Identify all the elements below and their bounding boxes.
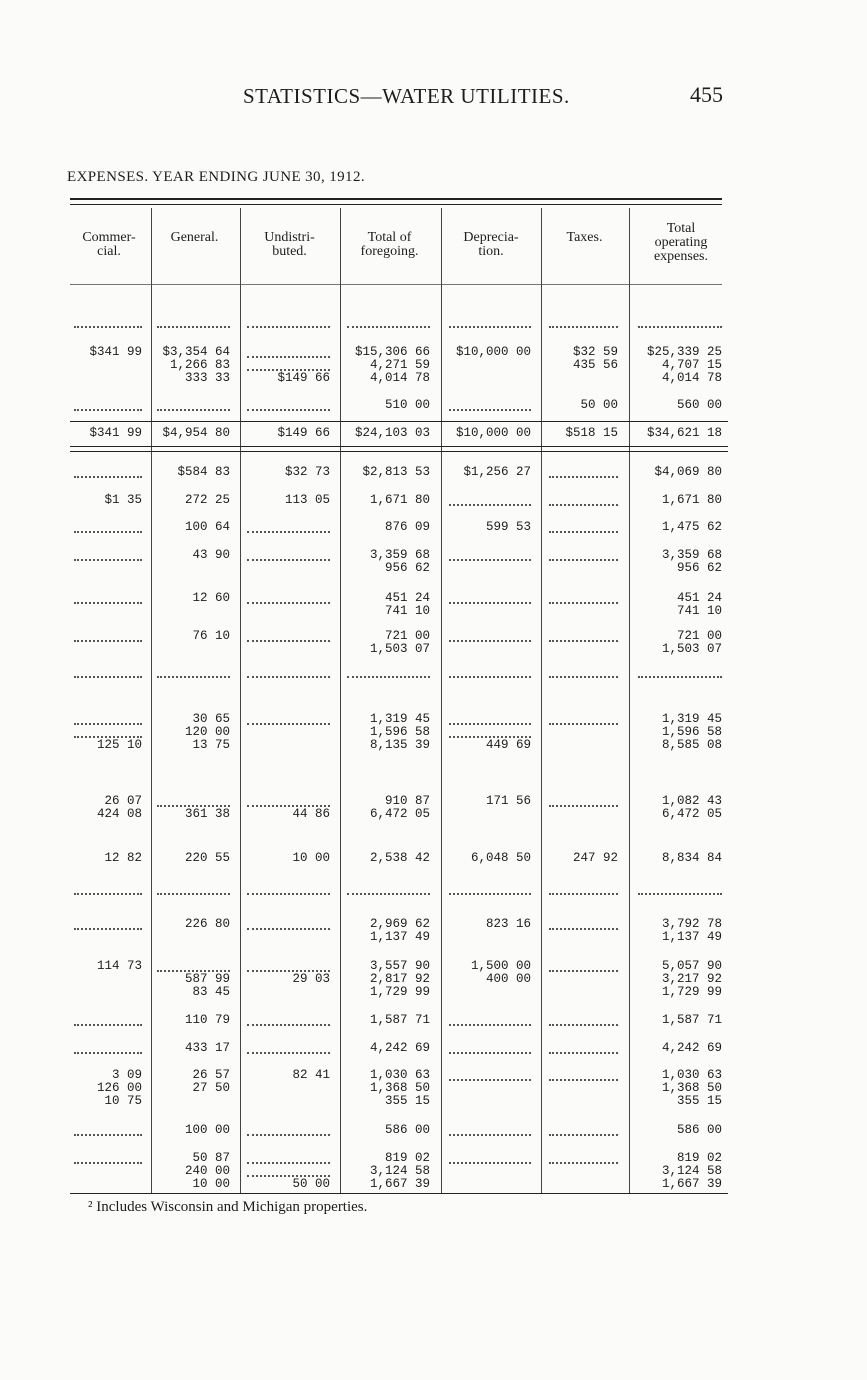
table-cell: $32 73 bbox=[284, 465, 330, 479]
dot-leader bbox=[449, 409, 531, 411]
dot-leader bbox=[638, 893, 722, 895]
dot-leader bbox=[74, 1162, 142, 1164]
table-cell: 171 56 bbox=[485, 794, 531, 808]
dot-leader bbox=[247, 559, 330, 561]
dot-leader bbox=[74, 676, 142, 678]
table-cell: 100 00 bbox=[184, 1123, 230, 1137]
dot-leader bbox=[157, 409, 230, 411]
dot-leader bbox=[449, 1079, 531, 1081]
dot-leader bbox=[549, 893, 618, 895]
column-divider bbox=[151, 208, 152, 1193]
dot-leader bbox=[549, 640, 618, 642]
column-header: Taxes. bbox=[566, 230, 603, 245]
table-cell: $25,339 25 4,707 15 4,014 78 bbox=[646, 345, 722, 385]
table-cell: 26 07 424 08 bbox=[96, 794, 142, 821]
table-cell: 451 24 741 10 bbox=[676, 591, 722, 618]
table-cell: 2,538 42 bbox=[369, 851, 430, 865]
dot-leader bbox=[157, 676, 230, 678]
column-header: Total operating expenses. bbox=[653, 221, 709, 264]
table-cell: 819 02 3,124 58 1,667 39 bbox=[369, 1151, 430, 1191]
dot-leader bbox=[74, 1052, 142, 1054]
column-header: Deprecia- tion. bbox=[463, 230, 519, 259]
column-header: Undistri- buted. bbox=[264, 230, 315, 259]
table-cell: 113 05 bbox=[284, 493, 330, 507]
table-cell: 1,587 71 bbox=[661, 1013, 722, 1027]
table-cell: 114 73 bbox=[96, 959, 142, 973]
dot-leader bbox=[449, 1052, 531, 1054]
table-cell: $4,069 80 bbox=[654, 465, 722, 479]
column-header: Total of foregoing. bbox=[360, 230, 419, 259]
table-cell: 910 87 6,472 05 bbox=[369, 794, 430, 821]
table-cell: 433 17 bbox=[184, 1041, 230, 1055]
table-cell: $32 59 435 56 bbox=[572, 345, 618, 372]
dot-leader bbox=[247, 676, 330, 678]
dot-leader bbox=[347, 326, 430, 328]
table-cell: 3,557 90 2,817 92 1,729 99 bbox=[369, 959, 430, 999]
dot-leader bbox=[638, 326, 722, 328]
dot-leader bbox=[157, 326, 230, 328]
dot-leader bbox=[247, 326, 330, 328]
table-cell: 110 79 bbox=[184, 1013, 230, 1027]
table-cell: 1,475 62 bbox=[661, 520, 722, 534]
table-cell: 1,671 80 bbox=[661, 493, 722, 507]
dot-leader bbox=[449, 1162, 531, 1164]
dot-leader bbox=[549, 805, 618, 807]
dot-leader bbox=[638, 676, 722, 678]
dot-leader bbox=[247, 723, 330, 725]
dot-leader bbox=[247, 602, 330, 604]
header-bottom-rule bbox=[70, 284, 722, 285]
dot-leader bbox=[247, 928, 330, 930]
table-cell: 876 09 bbox=[384, 520, 430, 534]
dot-leader bbox=[449, 559, 531, 561]
table-cell: $34,621 18 bbox=[646, 426, 722, 440]
dot-leader bbox=[74, 476, 142, 478]
dot-leader bbox=[449, 1024, 531, 1026]
totals-top-rule bbox=[70, 421, 728, 422]
dot-leader bbox=[549, 1134, 618, 1136]
dot-leader bbox=[449, 326, 531, 328]
dot-leader bbox=[347, 893, 430, 895]
table-cell: 1,671 80 bbox=[369, 493, 430, 507]
table-cell: $10,000 00 bbox=[455, 345, 531, 359]
dot-leader bbox=[549, 1162, 618, 1164]
table-cell: 100 64 bbox=[184, 520, 230, 534]
dot-leader bbox=[247, 531, 330, 533]
table-cell: $341 99 bbox=[89, 345, 142, 359]
dot-leader bbox=[549, 1024, 618, 1026]
table-cell: 560 00 bbox=[676, 398, 722, 412]
table-cell: 272 25 bbox=[184, 493, 230, 507]
table-cell: 823 16 bbox=[485, 917, 531, 931]
dot-leader bbox=[74, 1024, 142, 1026]
table-top-rule-thin bbox=[70, 204, 722, 205]
table-cell: $149 66 bbox=[277, 426, 330, 440]
dot-leader bbox=[549, 1052, 618, 1054]
dot-leader bbox=[247, 1052, 330, 1054]
totals-bottom-rule-2 bbox=[70, 451, 728, 452]
page-number: 455 bbox=[690, 82, 723, 107]
dot-leader bbox=[449, 1134, 531, 1136]
table-cell: 586 00 bbox=[676, 1123, 722, 1137]
column-divider bbox=[629, 208, 630, 1193]
dot-leader bbox=[74, 893, 142, 895]
table-cell: $1 35 bbox=[104, 493, 142, 507]
table-title: EXPENSES. YEAR ENDING JUNE 30, 1912. bbox=[67, 169, 366, 185]
dot-leader bbox=[157, 893, 230, 895]
column-divider bbox=[441, 208, 442, 1193]
dot-leader bbox=[549, 676, 618, 678]
footnote: ² Includes Wisconsin and Michigan properties. bbox=[88, 1199, 368, 1215]
table-cell: 721 00 1,503 07 bbox=[369, 629, 430, 656]
table-cell: 50 87 240 00 10 00 bbox=[184, 1151, 230, 1191]
table-cell: 12 82 bbox=[104, 851, 142, 865]
table-cell: 6,048 50 bbox=[470, 851, 531, 865]
dot-leader bbox=[74, 1134, 142, 1136]
table-cell: 50 00 bbox=[580, 398, 618, 412]
table-cell: $341 99 bbox=[89, 426, 142, 440]
table-cell: 26 57 27 50 bbox=[192, 1068, 230, 1095]
table-cell: 599 53 bbox=[485, 520, 531, 534]
table-cell: 510 00 bbox=[384, 398, 430, 412]
dot-leader bbox=[347, 676, 430, 678]
table-cell: $4,954 80 bbox=[162, 426, 230, 440]
column-header: General. bbox=[170, 230, 219, 245]
column-divider bbox=[541, 208, 542, 1193]
table-cell: $149 66 bbox=[277, 370, 330, 385]
dot-leader bbox=[74, 559, 142, 561]
table-cell: $2,813 53 bbox=[362, 465, 430, 479]
dot-leader bbox=[549, 326, 618, 328]
table-cell: 3,359 68 956 62 bbox=[661, 548, 722, 575]
dot-leader bbox=[247, 409, 330, 411]
table-cell: 29 03 bbox=[292, 971, 330, 986]
table-cell: 3,359 68 956 62 bbox=[369, 548, 430, 575]
table-cell: 3,792 78 1,137 49 bbox=[661, 917, 722, 944]
table-cell: 82 41 bbox=[292, 1068, 330, 1082]
table-cell: 43 90 bbox=[192, 548, 230, 562]
table-cell: 1,082 43 6,472 05 bbox=[661, 794, 722, 821]
table-cell: 3 09 126 00 10 75 bbox=[96, 1068, 142, 1108]
dot-leader bbox=[549, 531, 618, 533]
table-cell: 4,242 69 bbox=[369, 1041, 430, 1055]
table-cell: 12 60 bbox=[192, 591, 230, 605]
table-cell: 449 69 bbox=[485, 737, 531, 752]
table-cell: 5,057 90 3,217 92 1,729 99 bbox=[661, 959, 722, 999]
column-divider bbox=[340, 208, 341, 1193]
table-cell: 226 80 bbox=[184, 917, 230, 931]
table-cell: 30 65 120 00 13 75 bbox=[184, 712, 230, 752]
table-cell: 50 00 bbox=[292, 1176, 330, 1191]
dot-leader bbox=[549, 504, 618, 506]
dot-leader bbox=[449, 504, 531, 506]
table-bottom-rule bbox=[70, 1193, 728, 1194]
table-cell: $24,103 03 bbox=[354, 426, 430, 440]
dot-leader bbox=[74, 928, 142, 930]
running-header-title: STATISTICS—WATER UTILITIES. bbox=[243, 84, 570, 108]
table-cell: 819 02 3,124 58 1,667 39 bbox=[661, 1151, 722, 1191]
table-cell: 125 10 bbox=[96, 737, 142, 752]
dot-leader bbox=[449, 640, 531, 642]
table-cell: 10 00 bbox=[292, 851, 330, 865]
dot-leader bbox=[247, 1134, 330, 1136]
table-cell: 1,319 45 1,596 58 8,135 39 bbox=[369, 712, 430, 752]
dot-leader bbox=[549, 1079, 618, 1081]
totals-bottom-rule bbox=[70, 446, 728, 447]
table-cell: $518 15 bbox=[565, 426, 618, 440]
column-header: Commer- cial. bbox=[82, 230, 136, 259]
table-cell: $15,306 66 4,271 59 4,014 78 bbox=[354, 345, 430, 385]
dot-leader bbox=[549, 559, 618, 561]
table-cell: 1,587 71 bbox=[369, 1013, 430, 1027]
dot-leader bbox=[247, 640, 330, 642]
table-cell: 587 99 83 45 bbox=[184, 971, 230, 999]
column-divider bbox=[240, 208, 241, 1193]
table-cell: $3,354 64 1,266 83 333 33 bbox=[162, 345, 230, 385]
dot-leader bbox=[74, 531, 142, 533]
table-cell: 1,030 63 1,368 50 355 15 bbox=[661, 1068, 722, 1108]
table-cell: 2,969 62 1,137 49 bbox=[369, 917, 430, 944]
table-cell: 8,834 84 bbox=[661, 851, 722, 865]
dot-leader bbox=[449, 676, 531, 678]
dot-leader bbox=[247, 1024, 330, 1026]
dot-leader bbox=[74, 640, 142, 642]
table-cell: 1,500 00 400 00 bbox=[470, 959, 531, 986]
dot-leader bbox=[549, 928, 618, 930]
dot-leader bbox=[549, 476, 618, 478]
table-top-rule bbox=[70, 198, 722, 200]
table-cell: 220 55 bbox=[184, 851, 230, 865]
dot-leader bbox=[74, 602, 142, 604]
dot-leader bbox=[549, 602, 618, 604]
table-cell: $10,000 00 bbox=[455, 426, 531, 440]
dot-leader bbox=[74, 409, 142, 411]
table-cell: 361 38 bbox=[184, 806, 230, 821]
table-cell: 451 24 741 10 bbox=[384, 591, 430, 618]
table-cell: 1,319 45 1,596 58 8,585 08 bbox=[661, 712, 722, 752]
table-cell: $584 83 bbox=[177, 465, 230, 479]
table-cell: $1,256 27 bbox=[463, 465, 531, 479]
table-cell: 76 10 bbox=[192, 629, 230, 643]
dot-leader bbox=[247, 893, 330, 895]
table-cell: 44 86 bbox=[292, 806, 330, 821]
table-cell: 586 00 bbox=[384, 1123, 430, 1137]
dot-leader bbox=[449, 602, 531, 604]
table-cell: 4,242 69 bbox=[661, 1041, 722, 1055]
table-cell: 247 92 bbox=[572, 851, 618, 865]
table-cell: 721 00 1,503 07 bbox=[661, 629, 722, 656]
dot-leader bbox=[549, 723, 618, 725]
table-cell: 1,030 63 1,368 50 355 15 bbox=[369, 1068, 430, 1108]
dot-leader bbox=[449, 893, 531, 895]
dot-leader bbox=[74, 326, 142, 328]
dot-leader bbox=[549, 970, 618, 972]
